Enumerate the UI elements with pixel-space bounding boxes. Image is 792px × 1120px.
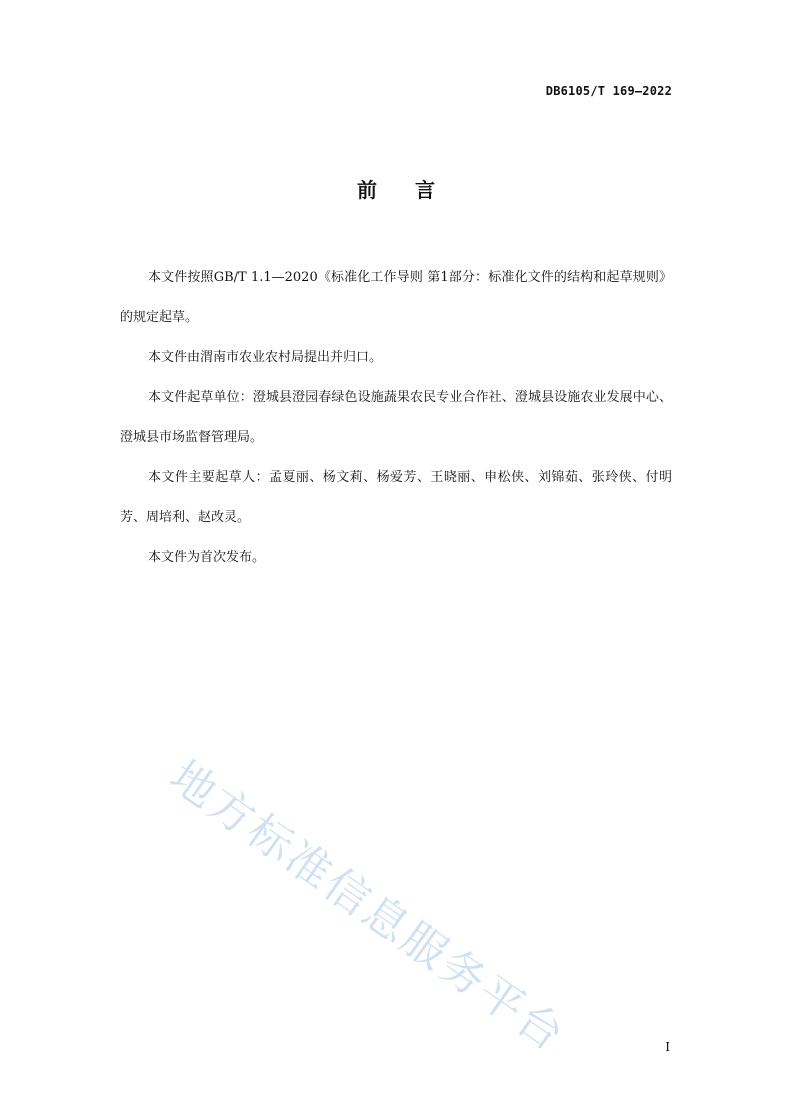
paragraph-drafting-basis: 本文件按照GB/T 1.1—2020《标准化工作导则 第1部分：标准化文件的结构和起草规则》的规定起草。 [120, 270, 672, 325]
paragraph-first-release: 本文件为首次发布。 [148, 550, 266, 565]
paragraph-drafters: 本文件主要起草人：孟夏丽、杨文莉、杨爱芳、王晓丽、申松侠、刘锦茹、张玲侠、付明芳、周培利、赵改灵。 [120, 470, 672, 525]
body-text [120, 258, 672, 578]
page-number: I [665, 1040, 670, 1054]
paragraph-drafting-units: 本文件起草单位：澄城县澄园春绿色设施蔬果农民专业合作社、澄城县设施农业发展中心、澄城县市场监督管理局。 [120, 390, 672, 445]
section-heading: 前言 [357, 178, 473, 202]
document-code: DB6105/T 169—2022 [545, 84, 672, 98]
paragraph-proposer: 本文件由渭南市农业农村局提出并归口。 [148, 350, 383, 365]
watermark: 地方标准信息服务平台 [160, 751, 575, 1063]
